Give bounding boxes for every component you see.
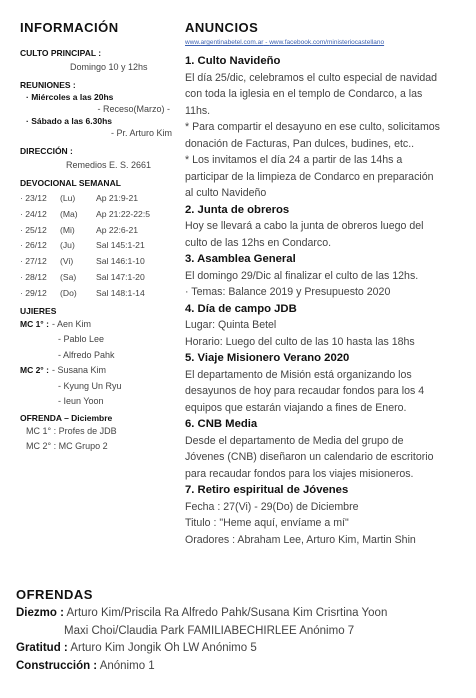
diezmo-line [16,605,466,623]
gratitud-line [16,640,466,658]
announcement-item [185,482,465,548]
diezmo-names-2: Maxi Choi/Claudia Park FAMILIABECHIRLEE Anónimo 7 [64,624,355,637]
announcement-body-line: El día 25/dic, celebramos el culto especial de navidad [185,71,438,84]
announcement-body-line: con toda la iglesia en el templo de Condarco, a las [185,88,423,100]
website-link[interactable]: www.argentinabetel.com.ar [185,39,264,46]
culto-value: Domingo 10 y 12hs [70,62,148,72]
devocional-row: · 28/12 (Sa) Sal 147:1-20 [20,271,145,282]
announcement-item [185,53,465,202]
info-column [20,20,180,455]
announcement-body-line: Fecha : 27(Vi) - 29(Do) de Diciembre [185,500,359,513]
ujieres-mc1 [20,317,180,333]
announcement-body-line: Jóvenes (CNB) diseñaron un calendario de escritorio [185,451,434,463]
devocional-row: · 23/12 (Lu) Ap 21:9-21 [20,193,139,203]
announcement-title: 3. Asamblea General [185,253,296,265]
announcement-item [185,301,465,351]
ofrendas-section [16,587,466,675]
ofrenda-line: MC 2° : MC Grupo 2 [26,441,108,452]
mc2-name: - Ieun Yoon [58,396,104,407]
reunion-1-note: - Receso(Marzo) - [97,104,170,114]
mc1-name: - Alfredo Pahk [58,349,115,360]
devocional-row: · 24/12 (Ma) Ap 21:22-22:5 [20,208,150,219]
announcement-title: 5. Viaje Misionero Verano 2020 [185,352,350,364]
devocional-list [20,191,180,302]
reuniones-label: REUNIONES : [20,80,76,90]
diezmo-names: Arturo Kim/Priscila Ra Alfredo Pahk/Susana Kim Crisrtina Yoon [66,607,388,619]
mc1-name: - Pablo Lee [58,334,105,345]
announcement-body-line: Lugar: Quinta Betel [185,319,277,331]
mc1-label: MC 1° : [20,318,49,329]
announcement-item [185,202,465,252]
link-separator: - [263,39,270,46]
announcement-title: 1. Culto Navideño [185,55,281,67]
announcement-body-line: desayunos de hoy para recaudar fondos para los 4 [185,385,425,397]
announcement-title: 6. CNB Media [185,418,258,430]
announcement-body-line: Titulo : "Heme aquí, envíame a mí" [185,517,349,529]
mc2-name: - Kyung Un Ryu [58,380,122,391]
announcement-body-line: culto de las 12hs en Condarco. [185,236,332,249]
construccion-names: Anónimo 1 [99,659,155,672]
announcement-body-line: 11hs. [185,104,211,117]
announcement-list [185,53,465,548]
facebook-link[interactable]: www.facebook.com/ministeriocastellano [269,39,385,46]
announcement-body-line: donación de Facturas, Pan dulces, budines, etc.. [185,137,415,150]
links-line [185,38,465,47]
ofrenda-label: OFRENDA – Diciembre [20,412,113,423]
announcement-body-line: El departamento de Misión está organizando los [185,368,412,381]
mc1-name: - Aen Kim [52,318,92,329]
culto-label: CULTO PRINCIPAL : [20,48,102,58]
mc2-label: MC 2° : [20,365,49,376]
devocional-row: · 26/12 (Ju) Sal 145:1-21 [20,240,145,251]
announcement-body-line: * Los invitamos el día 24 a partir de las 14hs a [185,154,403,166]
announcement-body-line: · Temas: Balance 2019 y Presupuesto 2020 [185,286,391,298]
info-heading: INFORMACIÓN [20,20,119,35]
reunion-2-note: - Pr. Arturo Kim [110,128,172,138]
announcement-title: 7. Retiro espiritual de Jóvenes [185,484,349,496]
gratitud-label: Gratitud : [16,642,68,654]
announcement-body-line: Hoy se llevará a cabo la junta de obreros luego del [185,220,424,232]
reunion-2: · Sábado a las 6.30hs [26,116,112,126]
ofrendas-heading: OFRENDAS [16,587,93,602]
announcement-body-line: equipos que estarán viajando a fines de Enero. [185,401,407,414]
announcement-body-line: Oradores : Abraham Lee, Arturo Kim, Martin Shin [185,533,416,546]
diezmo-label: Diezmo : [16,607,64,619]
announcement-body-line: para recaudar fondos para los viajes misioneros. [185,467,414,480]
anuncios-heading: ANUNCIOS [185,20,259,35]
direccion-label: DIRECCIÓN : [20,146,73,156]
mc2-name: - Susana Kim [52,365,107,376]
announcement-item [185,251,465,301]
devocional-row: · 25/12 (Mi) Ap 22:6-21 [20,224,139,235]
announcement-title: 4. Día de campo JDB [185,302,297,315]
announcement-title: 2. Junta de obreros [185,203,290,216]
anuncios-column [185,20,465,548]
direccion-value: Remedios E. S. 2661 [66,160,152,170]
announcement-body-line: Horario: Luego del culto de las 10 hasta las 18hs [185,335,415,348]
ofrenda-line: MC 1° : Profes de JDB [26,425,117,436]
reunion-1: · Miércoles a las 20hs [26,92,114,102]
gratitud-names: Arturo Kim Jongik Oh LW Anónimo 5 [70,642,257,654]
announcement-item [185,350,465,416]
announcement-body-line: participar de la limpieza de Condarco en preparación [185,170,434,183]
devocional-row: · 27/12 (Vi) Sal 146:1-10 [20,256,145,267]
ujieres-label: UJIERES [20,305,57,316]
devocional-row: · 29/12 (Do) Sal 148:1-14 [20,287,145,298]
devocional-label: DEVOCIONAL SEMANAL [20,178,121,188]
announcement-body-line: * Para compartir el desayuno en ese culto, solicitamos [185,121,440,133]
construccion-line [16,658,466,676]
announcement-item [185,416,465,482]
announcement-body-line: Desde el departamento de Media del grupo de [185,434,404,447]
announcement-body-line: El domingo 29/Dic al finalizar el culto de las 12hs. [185,269,419,282]
announcement-body-line: al culto Navideño [185,187,267,199]
ujieres-mc2 [20,363,180,379]
construccion-label: Construcción : [16,659,98,672]
